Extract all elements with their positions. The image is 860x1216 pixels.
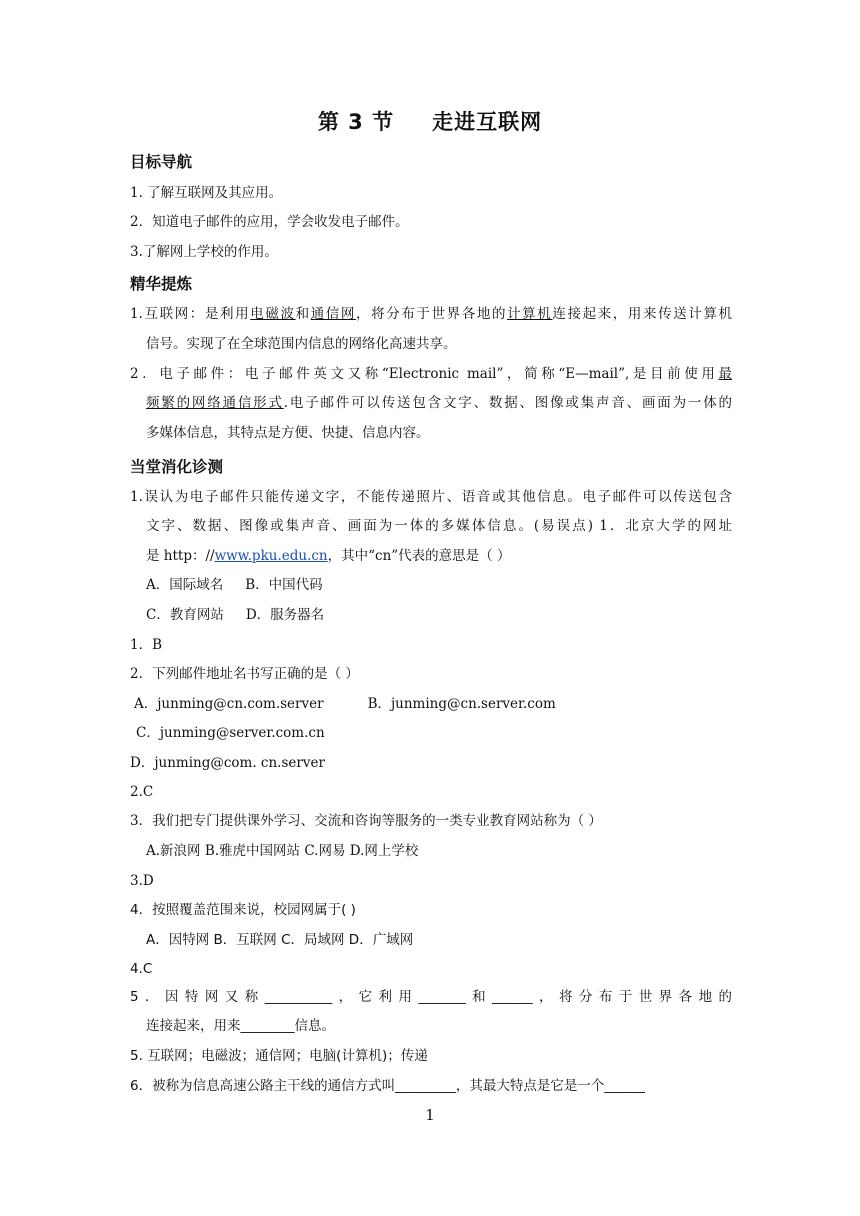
essence-p1-line2: 信号。实现了在全球范围内信息的网络化高速共享。: [146, 336, 457, 352]
pku-url-link[interactable]: www.pku.edu.cn: [214, 548, 328, 564]
answer-5: 5. 互联网；电磁波；通信网；电脑(计算机)；传递: [130, 1048, 428, 1064]
page-title: [0, 106, 860, 136]
section-number: 第 3 节: [317, 110, 395, 134]
answer-4: 4.C: [130, 961, 153, 977]
answer-2: 2.C: [130, 784, 154, 800]
q4-text: 4．按照覆盖范围来说，校园网属于( ): [130, 902, 356, 918]
q3-text: 3．我们把专门提供课外学习、交流和咨询等服务的一类专业教育网站称为（ ）: [130, 813, 602, 829]
q5-line2: 连接起来，用来________信息。: [146, 1018, 335, 1034]
q3-options: A.新浪网 B.雅虎中国网站 C.网易 D.网上学校: [146, 843, 419, 859]
q1-line1: 1.误认为电子邮件只能传递文字，不能传递照片、语音或其他信息。电子邮件可以传送包含: [130, 489, 732, 505]
goal-item-1: 1. 了解互联网及其应用。: [130, 185, 283, 201]
answer-3: 3.D: [130, 873, 154, 889]
heading-quiz: 当堂消化诊测: [130, 458, 224, 476]
answer-1: 1．B: [130, 637, 163, 653]
heading-essence: 精华提炼: [130, 275, 193, 293]
q4-options: A．因特网 B．互联网 C．局域网 D．广域网: [146, 932, 414, 948]
q2-options-ab: A．junming@cn.com.server B．junming@cn.server.com: [134, 696, 556, 712]
q6-text: 6．被称为信息高速公路主干线的通信方式叫_________，其最大特点是它是一个______: [130, 1078, 645, 1094]
q1-line3: 是 http：//www.pku.edu.cn，其中“cn”代表的意思是（ ）: [146, 548, 511, 564]
section-name: 走进互联网: [432, 110, 543, 134]
heading-goals: 目标导航: [130, 153, 193, 171]
essence-p2-line2: 频繁的网络通信形式.电子邮件可以传送包含文字、数据、图像或集声音、画面为一体的: [146, 395, 733, 411]
q1-options-ab: A．国际域名 B．中国代码: [146, 577, 323, 593]
q2-option-d: D．junming@com. cn.server: [130, 755, 325, 771]
goal-item-2: 2．知道电子邮件的应用，学会收发电子邮件。: [130, 214, 409, 230]
q2-text: 2．下列邮件地址名书写正确的是（ ）: [130, 666, 359, 682]
q1-line2: 文字、数据、图像或集声音、画面为一体的多媒体信息。(易误点) 1．北京大学的网址: [146, 518, 732, 534]
essence-p1-line1: 1.互联网：是利用电磁波和通信网，将分布于世界各地的计算机连接起来，用来传送计算机: [130, 306, 733, 322]
essence-p2-line1: 2．电子邮件：电子邮件英文又称“Electronic mail”，简称“E—mail”,是目前使用最: [130, 366, 732, 382]
q1-options-cd: C．教育网站 D．服务器名: [146, 607, 325, 623]
goal-item-3: 3.了解网上学校的作用。: [130, 244, 278, 260]
q2-option-c: C．junming@server.com.cn: [136, 725, 325, 741]
q5-line1: 5．因特网又称__________，它利用_______和______，将分布于世界各地的: [130, 989, 733, 1005]
essence-p2-line3: 多媒体信息，其特点是方便、快捷、信息内容。: [146, 425, 430, 441]
page-number: 1: [425, 1106, 435, 1124]
